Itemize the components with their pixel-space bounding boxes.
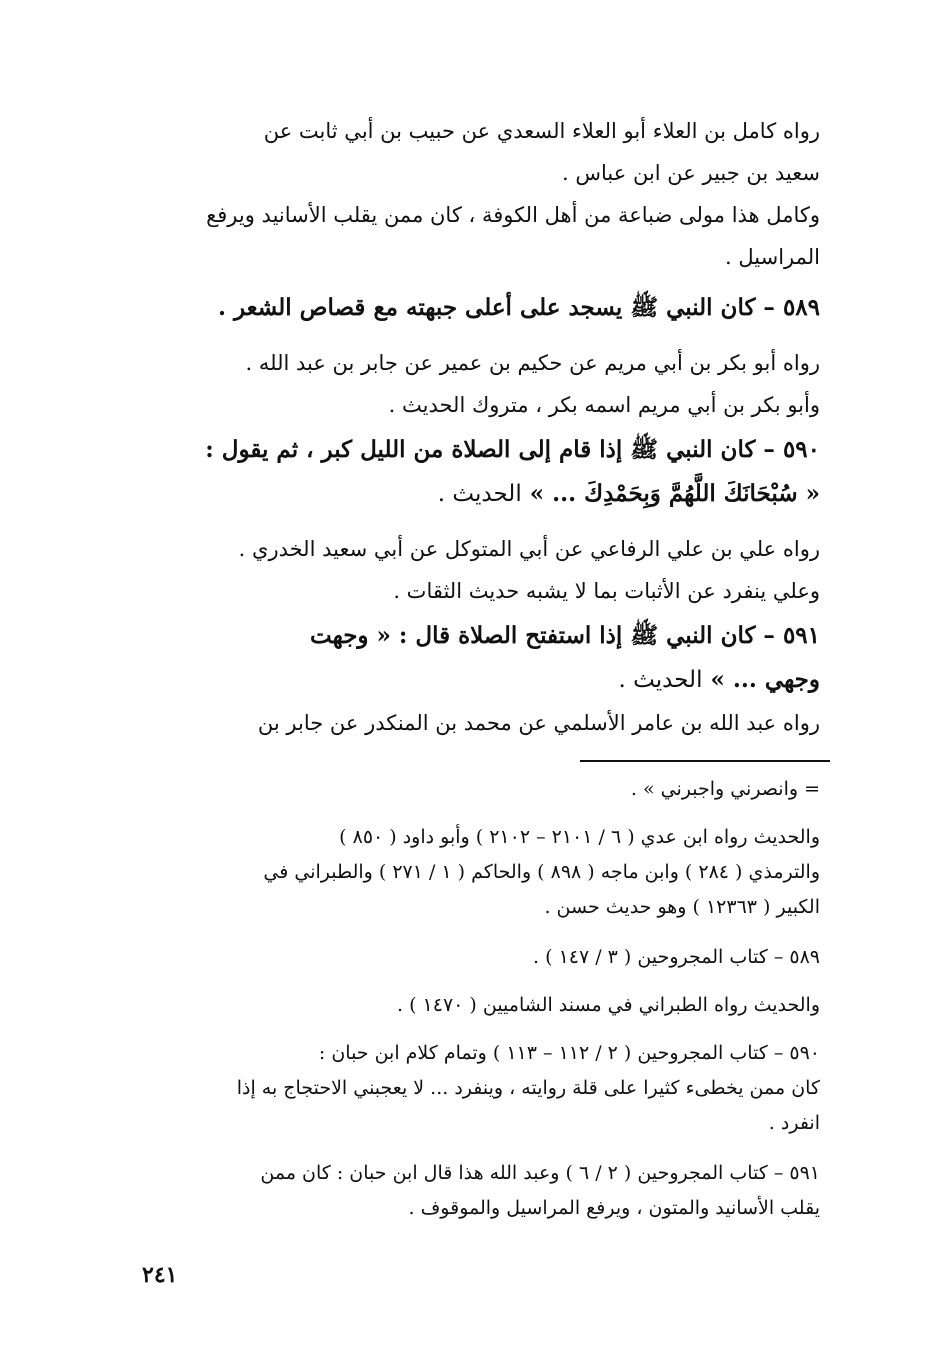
footnote-continuation — [140, 772, 820, 807]
text-line: رواه أبو بكر بن أبي مريم عن حكيم بن عمير عن جابر بن عبد الله . — [245, 351, 820, 375]
footnote-591 — [140, 1156, 820, 1226]
text-line: رواه عبد الله بن عامر الأسلمي عن محمد بن المنكدر عن جابر بن — [257, 711, 820, 735]
text-line: رواه علي بن علي الرفاعي عن أبي المتوكل عن أبي سعيد الخدري . — [238, 537, 820, 561]
page-number: ٢٤١ — [142, 1262, 178, 1288]
footnote-590 — [140, 1036, 820, 1141]
hadith-text-line2 — [140, 472, 820, 516]
footnote-588 — [140, 820, 820, 925]
hadith-589 — [140, 286, 820, 330]
hadith-590 — [140, 428, 820, 516]
hadith-text: ٥٩٠ – كان النبي ﷺ إذا قام إلى الصلاة من الليل كبر ، ثم يقول : — [205, 436, 820, 463]
text-line: = وانصرني واجبرني » . — [630, 778, 820, 800]
text-line: سعيد بن جبير عن ابن عباس . — [562, 161, 820, 185]
text-line: وعلي ينفرد عن الأثبات بما لا يشبه حديث الثقات . — [393, 579, 820, 603]
narration-589 — [140, 342, 820, 426]
text-line: والحديث رواه الطبراني في مسند الشاميين ( ١٤٧٠ ) . — [397, 994, 820, 1016]
hadith-quote: « سُبْحَانَكَ اللَّهُمَّ وَبِحَمْدِكَ ... » — [529, 480, 820, 507]
hadith-text: ٥٩١ – كان النبي ﷺ إذا استفتح الصلاة قال : « وجهت — [310, 622, 820, 649]
narration-590 — [140, 528, 820, 612]
hadith-tail: الحديث . — [618, 667, 703, 693]
text-line: رواه كامل بن العلاء أبو العلاء السعدي عن حبيب بن أبي ثابت عن — [263, 119, 820, 143]
text-line: والترمذي ( ٢٨٤ ) وابن ماجه ( ٨٩٨ ) والحاكم ( ١ / ٢٧١ ) والطبراني في — [263, 861, 820, 883]
text-line: ٥٩٠ – كتاب المجروحين ( ٢ / ١١٢ – ١١٣ ) وتمام كلام ابن حبان : — [318, 1042, 820, 1064]
text-line: كان ممن يخطىء كثيرا على قلة روايته ، وينفرد ... لا يعجبني الاحتجاج به إذا — [236, 1077, 820, 1099]
text-line: يقلب الأسانيد والمتون ، ويرفع المراسيل والموقوف . — [408, 1197, 820, 1219]
text-line: انفرد . — [768, 1112, 820, 1134]
hadith-591 — [140, 614, 820, 702]
text-line: المراسيل . — [725, 245, 820, 269]
narration-591 — [140, 702, 820, 744]
text-line: والحديث رواه ابن عدي ( ٦ / ٢١٠١ – ٢١٠٢ ) وأبو داود ( ٨٥٠ ) — [339, 826, 820, 848]
text-line: ٥٩١ – كتاب المجروحين ( ٢ / ٦ ) وعبد الله هذا قال ابن حبان : كان ممن — [260, 1162, 820, 1184]
hadith-text-line2 — [140, 658, 820, 702]
text-line: الكبير ( ١٢٣٦٣ ) وهو حديث حسن . — [544, 896, 820, 918]
text-line: وأبو بكر بن أبي مريم اسمه بكر ، متروك الحديث . — [388, 393, 820, 417]
hadith-text: ٥٨٩ – كان النبي ﷺ يسجد على أعلى جبهته مع قصاص الشعر . — [217, 294, 820, 321]
hadith-quote: وجهي ... » — [710, 666, 820, 693]
footnote-589 — [140, 940, 820, 975]
hadith-tail: الحديث . — [437, 481, 522, 507]
footnote-divider — [580, 760, 830, 762]
narration-588 — [140, 110, 820, 278]
footnote-589-note — [140, 988, 820, 1023]
text-line: وكامل هذا مولى ضباعة من أهل الكوفة ، كان ممن يقلب الأسانيد ويرفع — [206, 203, 820, 227]
text-line: ٥٨٩ – كتاب المجروحين ( ٣ / ١٤٧ ) . — [533, 946, 820, 968]
